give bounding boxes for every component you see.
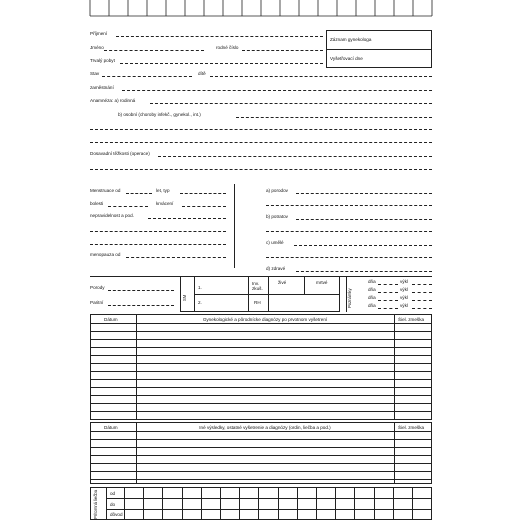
treatment-grid-col-line — [162, 487, 163, 520]
treatment-grid-row-line — [106, 498, 432, 499]
diagnosis-table-row-line — [90, 323, 432, 324]
diagnosis-table — [90, 314, 432, 420]
diagnosis-table-row-line — [90, 387, 432, 388]
diagnosis-table-row-line — [90, 339, 432, 340]
treatment-grid-col-line — [124, 487, 125, 520]
years-label: let, typ — [156, 188, 170, 193]
surname-label: Příjmení — [90, 31, 108, 36]
dead-label: mrtvé — [316, 280, 328, 285]
results-table-row-line — [90, 439, 432, 440]
table1-main-header: Gynekologické a pôrodnícke diagnózy po prvotnom vyšetrení — [202, 317, 328, 322]
living-label: živé — [278, 280, 287, 285]
height-label: Paritní — [90, 300, 104, 305]
table2-sign-header: Šiel. zmeška — [398, 425, 425, 430]
weight-label: Porody — [90, 285, 105, 290]
diagnosis-table-row-line — [90, 379, 432, 380]
treatment-grid-label-divider — [106, 487, 107, 520]
diagnosis-table-row-line — [90, 371, 432, 372]
current-line-1[interactable] — [90, 169, 432, 170]
treatment-to-label: do — [110, 502, 116, 507]
treatment-grid-col-line — [335, 487, 336, 520]
pain-field[interactable] — [108, 206, 148, 207]
diagnosis-table-vline-1 — [136, 314, 137, 420]
row1-index: 1. — [198, 285, 202, 290]
diagnosis-table-row-line — [90, 411, 432, 412]
treatment-grid — [90, 487, 432, 520]
results-table-row-line — [90, 463, 432, 464]
examination-label: Vyšetřovací dne — [330, 56, 363, 61]
treatment-grid-col-line — [201, 487, 202, 520]
rh-label: RH — [254, 300, 261, 305]
menstruation-field[interactable] — [126, 193, 152, 194]
vyk-2-field[interactable] — [412, 292, 432, 293]
treatment-grid-col-line — [220, 487, 221, 520]
term-label: Inv. zkuš. — [252, 281, 263, 291]
anamnesis-personal-label: b) osobní (choroby infekč., gynekol., int.) — [118, 112, 201, 117]
menstruation-line-2[interactable] — [90, 244, 226, 245]
births-line[interactable] — [266, 205, 432, 206]
births-field[interactable] — [296, 193, 432, 194]
menopause-field[interactable] — [126, 257, 226, 258]
birth-number-label: rodné číslo — [216, 45, 239, 50]
date-4: dňa — [368, 303, 376, 308]
diagnosis-table-vline-2 — [394, 314, 395, 420]
other-field[interactable] — [296, 271, 432, 272]
date-1: dňa — [368, 279, 376, 284]
interruptions-field[interactable] — [294, 245, 432, 246]
diagnosis-table-row-line — [90, 403, 432, 404]
vertical-label-a: SM — [182, 294, 187, 301]
birth-number-field[interactable] — [242, 50, 323, 51]
treatment-grid-col-line — [354, 487, 355, 520]
results-table-row-line — [90, 431, 432, 432]
section-divider — [234, 184, 235, 268]
treatment-grid-col-line — [412, 487, 413, 520]
address-label: Trvalý pobyt — [90, 58, 115, 63]
irregular-field[interactable] — [148, 218, 226, 219]
date-1-field[interactable] — [378, 284, 398, 285]
current-field[interactable] — [158, 156, 432, 157]
number-label: Záznam gynekologa — [330, 37, 372, 42]
abortions-line[interactable] — [266, 231, 432, 232]
vyk-1: výkl — [400, 279, 408, 284]
results-table-row-line — [90, 471, 432, 472]
last-label: menopauza od — [90, 252, 121, 257]
height-field[interactable] — [108, 305, 174, 306]
abortions-field[interactable] — [296, 219, 432, 220]
table2-main-header: Iné výsledky, ostatné vyšetrenie a diagnózy (ordin, liečba a pod.) — [199, 425, 331, 430]
other-label: d) zdravé — [266, 266, 286, 271]
status-field[interactable] — [102, 76, 192, 77]
anamnesis-personal-field[interactable] — [236, 117, 432, 118]
date-3-field[interactable] — [378, 300, 398, 301]
anamnesis-family-label: Anamnéza: a) rodinná — [90, 98, 136, 103]
results-table-row-line — [90, 447, 432, 448]
vyk-3-field[interactable] — [412, 300, 432, 301]
parity-box-vline-4 — [304, 276, 305, 294]
anamnesis-line-2[interactable] — [90, 142, 432, 143]
treatment-grid-col-line — [239, 487, 240, 520]
treatment-grid-col-line — [143, 487, 144, 520]
vertical-label-b: Poznámky — [347, 288, 352, 308]
menstruation-label: Menstruace od — [90, 188, 121, 193]
row2-index: 2. — [198, 300, 202, 305]
parity-box-hline — [194, 294, 340, 295]
table1-date-header: Dátum — [104, 317, 118, 322]
vyk-4: výkl — [400, 303, 408, 308]
bleeding-field[interactable] — [182, 206, 226, 207]
births-label: a) porodov — [266, 188, 288, 193]
vyk-1-field[interactable] — [412, 284, 432, 285]
anamnesis-family-field[interactable] — [150, 103, 432, 104]
treatment-grid-col-line — [258, 487, 259, 520]
table2-date-header: Dátum — [104, 425, 118, 430]
profession-label: zaměstnání — [90, 85, 114, 90]
status-label: Stav — [90, 71, 100, 76]
treatment-grid-col-line — [182, 487, 183, 520]
diagnosis-table-row-line — [90, 363, 432, 364]
name-label: Jméno — [90, 45, 104, 50]
vyk-2: výkl — [400, 287, 408, 292]
top-grid — [90, 0, 432, 16]
results-table-row-line — [90, 455, 432, 456]
diagnosis-table-row-line — [90, 347, 432, 348]
treatment-grid-col-line — [374, 487, 375, 520]
pain-label: bolesti — [90, 201, 104, 206]
children-label: dítě — [198, 71, 206, 76]
vyk-3: výkl — [400, 295, 408, 300]
treatment-vertical-label: Prítomná liečba — [93, 489, 98, 519]
anamnesis-line-1[interactable] — [90, 129, 432, 130]
type-field[interactable] — [180, 193, 226, 194]
interruptions-label: c) umělé — [266, 240, 284, 245]
children-field[interactable] — [210, 76, 432, 77]
name-field[interactable] — [104, 50, 204, 51]
profession-field[interactable] — [122, 90, 432, 91]
treatment-grid-col-line — [278, 487, 279, 520]
surname-field[interactable] — [116, 36, 323, 37]
results-table-row-line — [90, 479, 432, 480]
diagnosis-table-row-line — [90, 395, 432, 396]
treatment-from-label: od — [110, 491, 116, 496]
diagnosis-table-row-line — [90, 419, 432, 420]
date-4-field[interactable] — [378, 308, 398, 309]
treatment-grid-col-line — [316, 487, 317, 520]
date-3: dňa — [368, 295, 376, 300]
treatment-grid-col-line — [297, 487, 298, 520]
vyk-4-field[interactable] — [412, 308, 432, 309]
table1-sign-header: Šiel. zmeška — [398, 317, 425, 322]
irregular-label: nepravidelnost a pod. — [90, 213, 134, 218]
treatment-reason-label: dôvod — [110, 512, 123, 517]
menstruation-line-1[interactable] — [90, 231, 226, 232]
diagnosis-table-row-line — [90, 355, 432, 356]
treatment-grid-row-line — [106, 509, 432, 510]
current-label: Dosavadní těžkosti (operace) — [90, 151, 150, 156]
date-2: dňa — [368, 287, 376, 292]
date-2-field[interactable] — [378, 292, 398, 293]
abortions-label: b) potratov — [266, 214, 288, 219]
header-box-divider — [326, 49, 432, 50]
address-field[interactable] — [120, 63, 323, 64]
weight-field[interactable] — [108, 290, 174, 291]
bleeding-label: krvácení — [156, 201, 174, 206]
treatment-grid-col-line — [393, 487, 394, 520]
interruptions-line[interactable] — [266, 257, 432, 258]
diagnosis-table-row-line — [90, 331, 432, 332]
